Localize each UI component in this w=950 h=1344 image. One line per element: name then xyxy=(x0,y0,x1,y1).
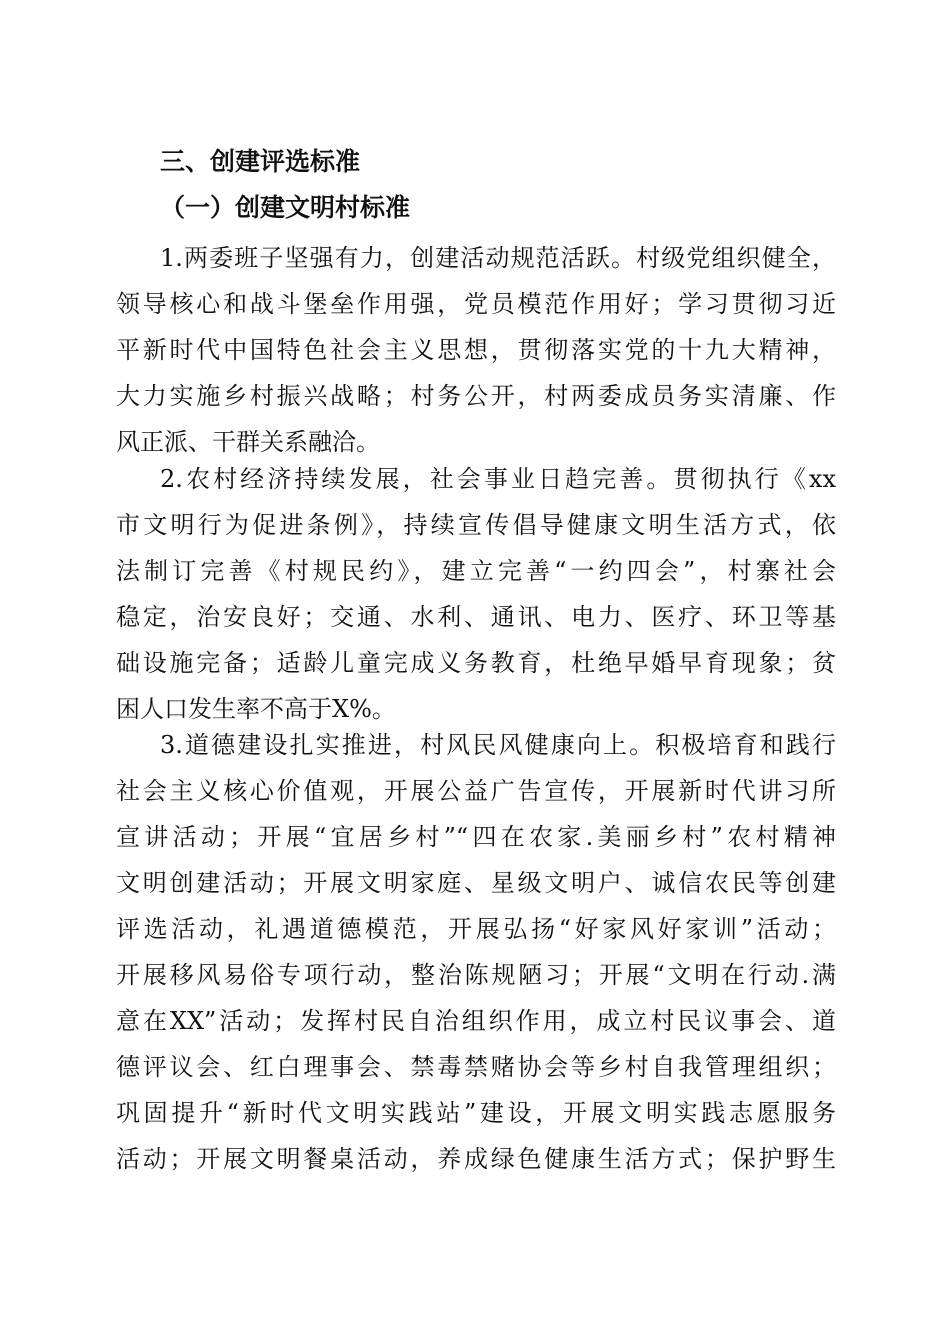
paragraph-1 xyxy=(116,235,836,465)
paragraph-line: 文明创建活动；开展文明家庭、星级文明户、诚信农民等创建 xyxy=(116,869,836,897)
paragraph-line: 市文明行为促进条例》，持续宣传倡导健康文明生活方式，依 xyxy=(116,511,836,539)
paragraph-line: 社会主义核心价值观，开展公益广告宣传，开展新时代讲习所 xyxy=(116,777,836,805)
paragraph-line: 困人口发生率不高于X%。 xyxy=(116,695,396,723)
paragraph-line: 开展移风易俗专项行动，整治陈规陋习；开展“文明在行动.满 xyxy=(116,961,836,989)
paragraph-line: 领导核心和战斗堡垒作用强，党员模范作用好；学习贯彻习近 xyxy=(116,290,836,318)
paragraph-line: 评选活动，礼遇道德模范，开展弘扬“好家风好家训”活动； xyxy=(116,915,836,943)
paragraph-line: 1.两委班子坚强有力，创建活动规范活跃。村级党组织健全， xyxy=(160,244,836,272)
subsection-heading: （一）创建文明村标准 xyxy=(160,193,411,222)
paragraph-line: 稳定，治安良好；交通、水利、通讯、电力、医疗、环卫等基 xyxy=(116,603,836,631)
paragraph-line: 础设施完备；适龄儿童完成义务教育，杜绝早婚早育现象；贫 xyxy=(116,649,836,677)
paragraph-line: 3.道德建设扎实推进，村风民风健康向上。积极培育和践行 xyxy=(160,731,836,759)
paragraph-line: 巩固提升“新时代文明实践站”建设，开展文明实践志愿服务 xyxy=(116,1099,836,1127)
paragraph-line: 意在XX”活动；发挥村民自治组织作用，成立村民议事会、道 xyxy=(116,1007,836,1035)
section-heading: 三、创建评选标准 xyxy=(160,147,361,176)
paragraph-3 xyxy=(116,722,836,1182)
paragraph-line: 法制订完善《村规民约》，建立完善“一约四会”，村寨社会 xyxy=(116,557,836,585)
paragraph-line: 德评议会、红白理事会、禁毒禁赌协会等乡村自我管理组织； xyxy=(116,1053,836,1081)
paragraph-line: 平新时代中国特色社会主义思想，贯彻落实党的十九大精神， xyxy=(116,336,836,364)
paragraph-line: 活动；开展文明餐桌活动，养成绿色健康生活方式；保护野生 xyxy=(116,1145,836,1173)
paragraph-line: 2.农村经济持续发展，社会事业日趋完善。贯彻执行《xx xyxy=(160,465,836,493)
paragraph-line: 大力实施乡村振兴战略；村务公开，村两委成员务实清廉、作 xyxy=(116,382,836,410)
paragraph-2 xyxy=(116,456,836,732)
paragraph-line: 宣讲活动；开展“宜居乡村”“四在农家.美丽乡村”农村精神 xyxy=(116,823,836,851)
paragraph-line: 风正派、干群关系融洽。 xyxy=(116,428,380,456)
